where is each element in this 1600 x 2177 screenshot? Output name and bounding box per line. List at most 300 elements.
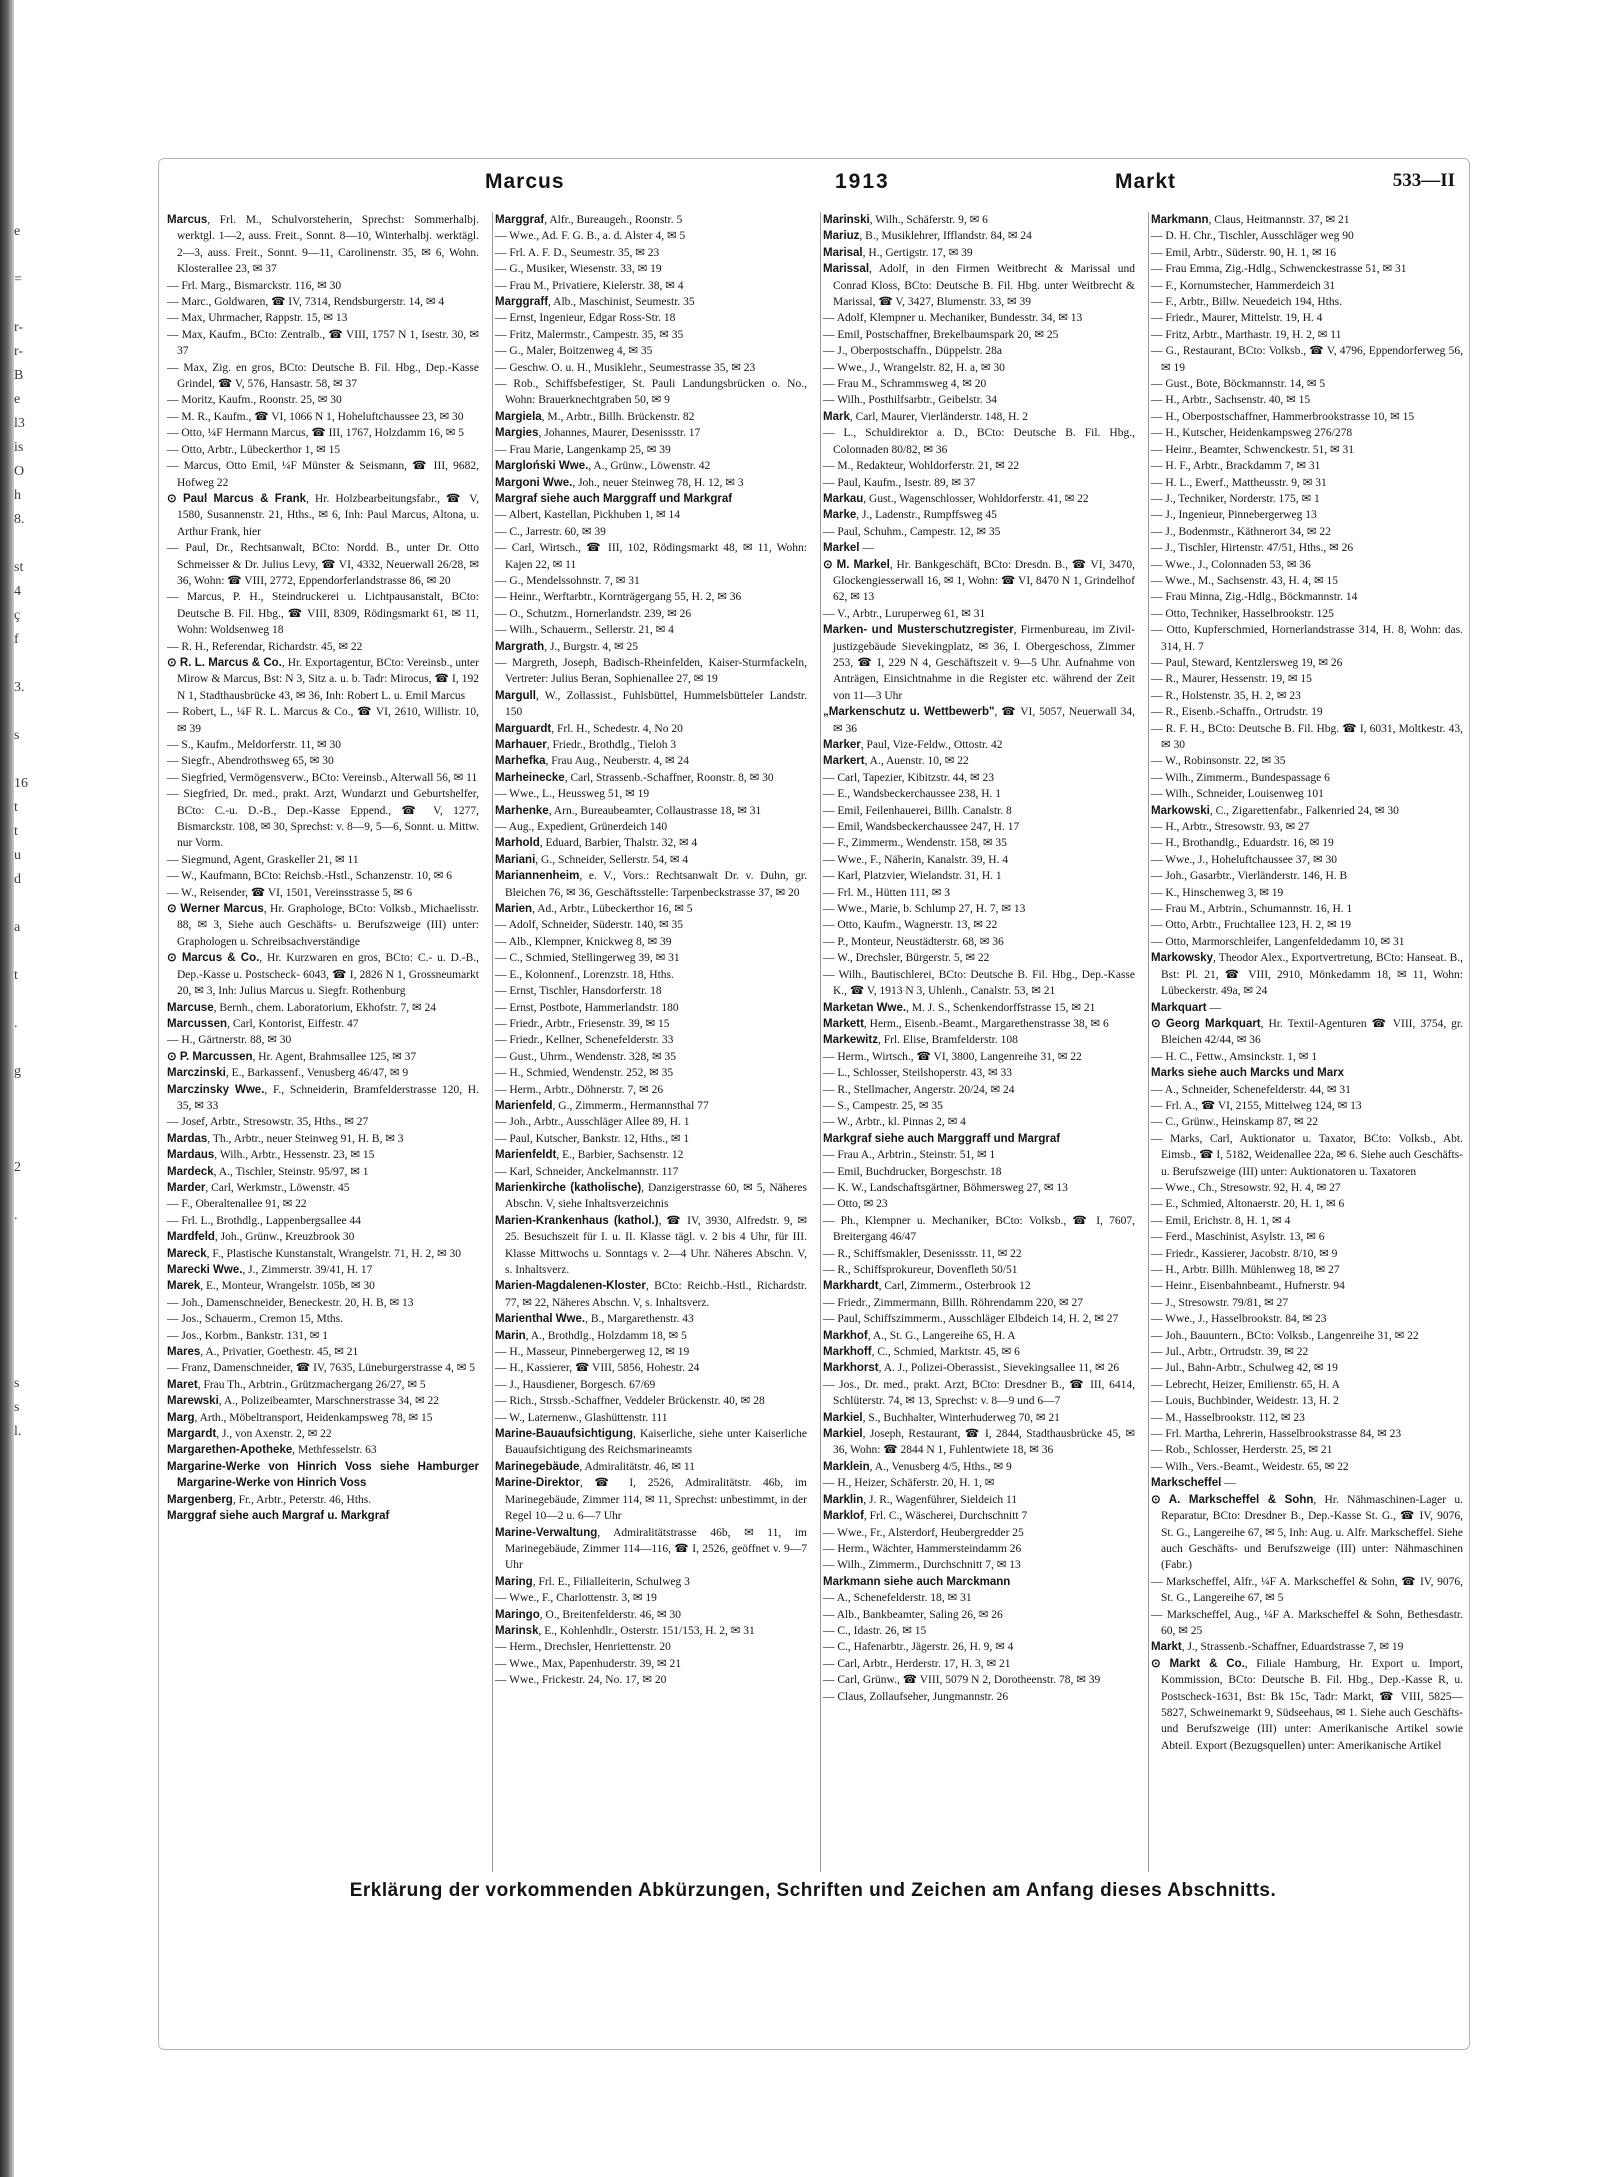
directory-entry: Marien-Magdalenen-Kloster, BCto: Reichb.-Hstl., Richardstr. 77, ✉ 22, Näheres Abschn. V, s. Inhaltsverz. bbox=[495, 1280, 807, 1309]
directory-entry: Maret, Frau Th., Arbtrin., Grützmachergang 26/27, ✉ 5 bbox=[167, 1378, 426, 1391]
directory-entry: — Wwe., J., Hasselbrookstr. 84, ✉ 23 bbox=[1151, 1313, 1327, 1326]
directory-entry: — Herm., Wächter, Hammersteindamm 26 bbox=[823, 1542, 1022, 1555]
directory-entry: — Siegfried, Dr. med., prakt. Arzt, Wundarzt und Geburtshelfer, BCto: C.-u. D.-B., Dep.-Kasse Eppend., ☎ V, 1277, Bismarckstr. 108, ✉ 30, Sprechst: v. 8—9, 5—6, Sonnt. u. Mittw. nur Vorm. bbox=[167, 788, 479, 850]
directory-entry: — Wwe., F., Charlottenstr. 3, ✉ 19 bbox=[495, 1592, 657, 1605]
margin-fragment: 2 bbox=[14, 1160, 21, 1175]
directory-entry: — Emil, Erichstr. 8, H. 1, ✉ 4 bbox=[1151, 1214, 1291, 1227]
directory-entry: — Herm., Drechsler, Henriettenstr. 20 bbox=[495, 1641, 671, 1654]
directory-entry: Marggraff, Alb., Maschinist, Seumestr. 35 bbox=[495, 296, 695, 309]
directory-entry: — Otto, Kaufm., Wagnerstr. 13, ✉ 22 bbox=[823, 919, 998, 932]
directory-entry: — Frl. A., ☎ VI, 2155, Mittelweg 124, ✉ 13 bbox=[1151, 1099, 1362, 1112]
directory-entry: — J., Oberpostschaffn., Düppelstr. 28a bbox=[823, 345, 1002, 358]
directory-entry: Margloński Wwe., A., Grünw., Löwenstr. 42 bbox=[495, 460, 711, 473]
directory-entry: — Friedr., Kassierer, Jacobstr. 8/10, ✉ 9 bbox=[1151, 1247, 1338, 1260]
directory-entry: Marienfeldt, E., Barbier, Sachsenstr. 12 bbox=[495, 1149, 684, 1162]
directory-entry: ⊙ Werner Marcus, Hr. Graphologe, BCto: Volksb., Michaelisstr. 88, ✉ 3, Siehe auch Geschäfts- u. Berufszweige (III) unter: Graphologen u. Schreibsachverständige bbox=[167, 903, 479, 948]
directory-entry: — Joh., Arbtr., Ausschläger Allee 89, H. 1 bbox=[495, 1116, 690, 1129]
directory-entry: — A., Schenefelderstr. 18, ✉ 31 bbox=[823, 1592, 972, 1605]
directory-entry: — Max, Zig. en gros, BCto: Deutsche B. Fil. Hbg., Dep.-Kasse Grindel, ☎ V, 576, Hansastr. 58, ✉ 37 bbox=[167, 361, 479, 391]
directory-entry: Marinski, Wilh., Schäferstr. 9, ✉ 6 bbox=[823, 214, 988, 226]
directory-entry: — Fritz, Arbtr., Marthastr. 19, H. 2, ✉ 11 bbox=[1151, 328, 1342, 341]
directory-entry: — Carl, Arbtr., Herderstr. 17, H. 3, ✉ 21 bbox=[823, 1657, 1011, 1670]
directory-entry: Marinegebäude, Admiralitätstr. 46, ✉ 11 bbox=[495, 1460, 695, 1473]
directory-entry: — Carl, Wirtsch., ☎ III, 102, Rödingsmarkt 48, ✉ 11, Wohn: Kajen 22, ✉ 11 bbox=[495, 542, 807, 571]
directory-entry: — Max, Kaufm., BCto: Zentralb., ☎ VIII, 1757 N 1, Isestr. 30, ✉ 37 bbox=[167, 328, 479, 358]
directory-entry: Marklin, J. R., Wagenführer, Sieldeich 11 bbox=[823, 1493, 1018, 1506]
margin-fragment bbox=[14, 700, 50, 724]
column-4 bbox=[1151, 212, 1463, 1872]
directory-entry: — Heinr., Beamter, Schwenckestr. 51, ✉ 31 bbox=[1151, 443, 1355, 456]
directory-entry: — Ph., Klempner u. Mechaniker, BCto: Volksb., ☎ I, 7607, Breitergang 46/47 bbox=[823, 1214, 1135, 1244]
directory-entry: — Siegmund, Agent, Graskeller 21, ✉ 11 bbox=[167, 853, 359, 866]
directory-entry: — Frl. A. F. D., Seumestr. 35, ✉ 23 bbox=[495, 246, 660, 259]
directory-entry: Markowski, C., Zigarettenfabr., Falkenried 24, ✉ 30 bbox=[1151, 804, 1399, 817]
directory-entry: Markel — bbox=[823, 542, 874, 555]
margin-fragment bbox=[14, 292, 50, 316]
margin-fragment: e bbox=[14, 224, 21, 239]
directory-entry: — R., Schiffsmakler, Desenissstr. 11, ✉ 22 bbox=[823, 1247, 1022, 1260]
directory-entry: Markau, Gust., Wagenschlosser, Wohldorferstr. 41, ✉ 22 bbox=[823, 492, 1089, 505]
directory-entry: Markquart — bbox=[1151, 1001, 1221, 1014]
directory-entry: Marken- und Musterschutzregister, Firmenbureau, im Zivil-justizgebäude Sievekingplatz, ✉ 36, I. Obergeschoss, Zimmer 253, ☎ I, 229 N 4, Geschäftszeit v. 9—5 Uhr. Aufnahme von Anträgen, Einsichtnahme in die Register etc. während der Zeit von 11—3 Uhr bbox=[823, 624, 1135, 702]
directory-entry: — W., Reisender, ☎ VI, 1501, Vereinsstrasse 5, ✉ 6 bbox=[167, 886, 413, 899]
column-divider bbox=[820, 212, 821, 1872]
directory-entry: — E., Kolonnenf., Lorenzstr. 18, Hths. bbox=[495, 968, 674, 981]
directory-entry: — C., Idastr. 26, ✉ 15 bbox=[823, 1624, 927, 1637]
directory-entry: Markmann siehe auch Marckmann bbox=[823, 1575, 1011, 1588]
directory-entry: — Ferd., Maschinist, Asylstr. 13, ✉ 6 bbox=[1151, 1231, 1325, 1244]
margin-fragment: . bbox=[14, 1208, 18, 1223]
directory-entry: Marker, Paul, Vize-Feldw., Ottostr. 42 bbox=[823, 739, 1003, 751]
directory-entry: — M., Hasselbrookstr. 112, ✉ 23 bbox=[1151, 1411, 1305, 1424]
directory-entry: Marketan Wwe., M. J. S., Schenkendorffstrasse 15, ✉ 21 bbox=[823, 1001, 1096, 1014]
margin-fragment bbox=[14, 1252, 50, 1276]
directory-entry: — R., Stellmacher, Angerstr. 20/24, ✉ 24 bbox=[823, 1083, 1015, 1096]
directory-entry: — P., Monteur, Neustädterstr. 68, ✉ 36 bbox=[823, 935, 1004, 948]
directory-entry: Marguardt, Frl. H., Schedestr. 4, No 20 bbox=[495, 722, 683, 735]
directory-entry: — Franz, Damenschneider, ☎ IV, 7635, Lüneburgerstrasse 4, ✉ 5 bbox=[167, 1362, 475, 1375]
directory-entry: — Joh., Bauuntern., BCto: Volksb., Langenreihe 31, ✉ 22 bbox=[1151, 1329, 1419, 1342]
directory-entry: — Wwe., J., Colonnaden 53, ✉ 36 bbox=[1151, 558, 1311, 571]
margin-fragment: s bbox=[14, 728, 20, 743]
directory-entry: — Claus, Zollaufseher, Jungmannstr. 26 bbox=[823, 1690, 1009, 1703]
directory-entry: — L., Schuldirektor a. D., BCto: Deutsche B. Fil. Hbg., Colonnaden 80/82, ✉ 36 bbox=[823, 427, 1135, 456]
directory-entry: Margarethen-Apotheke, Methfesselstr. 63 bbox=[167, 1444, 377, 1457]
directory-entry: Marine-Verwaltung, Admiralitätstrasse 46b, ✉ 11, im Marinegebäude, Zimmer 114—116, ☎ I, 2526, geöffnet v. 9—7 Uhr bbox=[495, 1526, 807, 1572]
directory-entry: — C., Schmied, Stellingerweg 39, ✉ 31 bbox=[495, 952, 680, 965]
directory-entry: — Otto, ✉ 23 bbox=[823, 1198, 888, 1211]
margin-fragment bbox=[14, 1276, 50, 1300]
directory-entry: — Marcus, P. H., Steindruckerei u. Lichtpausanstalt, BCto: Deutsche B. Fil. Hbg., ☎ VIII, 8309, Rödingsmarkt 61, ✉ 11, Wohn: Woldsenweg 18 bbox=[167, 591, 479, 637]
directory-entry: — Adolf, Schneider, Süderstr. 140, ✉ 35 bbox=[495, 919, 684, 932]
directory-entry: — Wilh., Posthilfsarbtr., Geibelstr. 34 bbox=[823, 394, 998, 407]
directory-entry: Marks siehe auch Marcks und Marx bbox=[1151, 1067, 1345, 1080]
directory-entry: Margenberg, Fr., Arbtr., Peterstr. 46, Hths. bbox=[167, 1493, 372, 1506]
directory-entry: — Joh., Gasarbtr., Vierländerstr. 146, H. B bbox=[1151, 870, 1348, 883]
directory-entry: Markhorst, A. J., Polizei-Oberassist., Sievekingsallee 11, ✉ 26 bbox=[823, 1362, 1120, 1375]
directory-entry: — Frau M., Privatiere, Kielerstr. 38, ✉ 4 bbox=[495, 279, 684, 292]
directory-entry: — Jul., Arbtr., Ortrudstr. 39, ✉ 22 bbox=[1151, 1346, 1309, 1359]
directory-entry: Markhardt, Carl, Zimmerm., Osterbrook 12 bbox=[823, 1280, 1031, 1293]
directory-entry: Markscheffel — bbox=[1151, 1477, 1236, 1490]
directory-entry: — W., Laternenw., Glashüttenstr. 111 bbox=[495, 1411, 668, 1424]
directory-entry: — R. F. H., BCto: Deutsche B. Fil. Hbg. ☎ I, 6031, Moltkestr. 43, ✉ 30 bbox=[1151, 722, 1463, 751]
directory-entry: — Paul, Dr., Rechtsanwalt, BCto: Nordd. B., unter Dr. Otto Schmeisser & Dr. Julius Levy, ☎ VI, 4332, Neuerwall 26/28, ✉ 36, Wohn: ☎ VIII, 2772, Eppendorferlandstrasse 86, ✉ 20 bbox=[167, 542, 479, 587]
directory-entry: — Wwe., Frickestr. 24, No. 17, ✉ 20 bbox=[495, 1674, 667, 1687]
directory-entry: — Alb., Klempner, Knickweg 8, ✉ 39 bbox=[495, 935, 672, 948]
directory-entry: — Marcus, Otto Emil, ¼F Münster & Seismann, ☎ III, 9682, Hofweg 22 bbox=[167, 460, 479, 489]
directory-entry: — H., Kutscher, Heidenkampsweg 276/278 bbox=[1151, 427, 1353, 440]
margin-fragment: g bbox=[14, 1064, 21, 1079]
directory-entry: — Rob., Schiffsbefestiger, St. Pauli Landungsbrücken o. No., Wohn: Brauerknechtgraben 50, ✉ 9 bbox=[495, 378, 807, 407]
directory-entry: — Gust., Uhrm., Wendenstr. 328, ✉ 35 bbox=[495, 1050, 676, 1063]
directory-entry: — R. H., Referendar, Richardstr. 45, ✉ 22 bbox=[167, 640, 363, 653]
directory-entry: Marczinski, E., Barkassenf., Venusberg 46/47, ✉ 9 bbox=[167, 1067, 409, 1080]
margin-fragment bbox=[14, 892, 50, 916]
margin-fragment: d bbox=[14, 872, 21, 887]
margin-fragment: f bbox=[14, 632, 19, 647]
directory-entry: — Wilh., Zimmerm., Bundespassage 6 bbox=[1151, 771, 1330, 784]
directory-entry: Mardeck, A., Tischler, Steinstr. 95/97, ✉ 1 bbox=[167, 1165, 369, 1178]
margin-fragment bbox=[14, 940, 50, 964]
directory-entry: — Robert, L., ¼F R. L. Marcus & Co., ☎ VI, 2610, Willistr. 10, ✉ 39 bbox=[167, 706, 479, 735]
directory-entry: — H., Arbtr., Sachsenstr. 40, ✉ 15 bbox=[1151, 394, 1311, 407]
header-first-entry: Marcus bbox=[485, 170, 565, 193]
directory-entry: ⊙ Marcus & Co., Hr. Kurzwaren en gros, BCto: C.- u. D.-B., Dep.-Kasse u. Postscheck- 6043, ☎ I, 2826 N 1, Grossneumarkt 20, ✉ 3, Inh: Julius Marcus u. Siegfr. Rothenburg bbox=[167, 952, 479, 998]
margin-fragment: s bbox=[14, 1400, 20, 1415]
directory-entry: Marg, Arth., Möbeltransport, Heidenkampsweg 78, ✉ 15 bbox=[167, 1411, 433, 1424]
directory-entry: Mardfeld, Joh., Grünw., Kreuzbrook 30 bbox=[167, 1231, 355, 1244]
directory-entry: — Fritz, Malermstr., Campestr. 35, ✉ 35 bbox=[495, 328, 684, 341]
directory-entry: — J., Techniker, Norderstr. 175, ✉ 1 bbox=[1151, 492, 1320, 505]
margin-fragment: a bbox=[14, 920, 21, 935]
directory-entry: Markett, Herm., Eisenb.-Beamt., Margarethenstrasse 38, ✉ 6 bbox=[823, 1017, 1109, 1030]
directory-entry: — Emil, Wandsbeckerchaussee 247, H. 17 bbox=[823, 821, 1020, 834]
directory-entry: — H., Schmied, Wendenstr. 252, ✉ 35 bbox=[495, 1067, 674, 1080]
directory-entry: — H. F., Arbtr., Brackdamm 7, ✉ 31 bbox=[1151, 460, 1321, 473]
directory-entry: „Markenschutz u. Wettbewerb", ☎ VI, 5057, Neuerwall 34, ✉ 36 bbox=[823, 706, 1135, 735]
directory-entry: — Jul., Bahn-Arbtr., Schulweg 42, ✉ 19 bbox=[1151, 1362, 1338, 1375]
directory-entry: Markiel, S., Buchhalter, Winterhuderweg 70, ✉ 21 bbox=[823, 1411, 1060, 1424]
directory-entry: — Alb., Bankbeamter, Saling 26, ✉ 26 bbox=[823, 1608, 1003, 1621]
page-header bbox=[165, 160, 1461, 208]
directory-entry: — Otto, ¼F Hermann Marcus, ☎ III, 1767, Holzdamm 16, ✉ 5 bbox=[167, 427, 465, 440]
directory-entry: — F., Oberaltenallee 91, ✉ 22 bbox=[167, 1198, 307, 1211]
directory-entry: — Frl. M., Hütten 111, ✉ 3 bbox=[823, 886, 950, 899]
margin-fragment bbox=[14, 1300, 50, 1324]
column-divider bbox=[492, 212, 493, 1872]
directory-entry: — Markscheffel, Alfr., ¼F A. Markscheffel & Sohn, ☎ IV, 9076, St. G., Langereihe 67, ✉ 5 bbox=[1151, 1575, 1463, 1605]
directory-entry: — Friedr., Kellner, Schenefelderstr. 33 bbox=[495, 1034, 674, 1047]
directory-entry: — Paul, Schiffszimmerm., Ausschläger Elbdeich 14, H. 2, ✉ 27 bbox=[823, 1313, 1119, 1326]
directory-entry: Mark, Carl, Maurer, Vierländerstr. 148, H. 2 bbox=[823, 410, 1028, 423]
directory-entry: Margarine-Werke von Hinrich Voss siehe Hamburger Margarine-Werke von Hinrich Voss bbox=[167, 1460, 479, 1490]
directory-entry: — Frl. Martha, Lehrerin, Hasselbrookstrasse 84, ✉ 23 bbox=[1151, 1428, 1402, 1441]
directory-entry: — Ernst, Postbote, Hammerlandstr. 180 bbox=[495, 1001, 679, 1014]
column-1 bbox=[167, 212, 479, 1872]
directory-entry: — H., Arbtr., Stresowstr. 93, ✉ 27 bbox=[1151, 821, 1310, 834]
margin-fragment: l. bbox=[14, 1424, 22, 1439]
margin-fragment: = bbox=[14, 272, 22, 287]
directory-entry: — Otto, Arbtr., Fruchtallee 123, H. 2, ✉ 19 bbox=[1151, 919, 1352, 932]
directory-entry: — Wwe., M., Sachsenstr. 43, H. 4, ✉ 15 bbox=[1151, 574, 1339, 587]
directory-entry: — H., Brothandlg., Eduardstr. 16, ✉ 19 bbox=[1151, 837, 1334, 850]
directory-entry: Markt, J., Strassenb.-Schaffner, Eduardstrasse 7, ✉ 19 bbox=[1151, 1641, 1404, 1654]
margin-fragment bbox=[14, 1036, 50, 1060]
margin-fragment: . bbox=[14, 1016, 18, 1031]
directory-entry: Markmann, Claus, Heitmannstr. 37, ✉ 21 bbox=[1151, 214, 1350, 226]
directory-entry: — R., Eisenb.-Schaffn., Ortrudstr. 19 bbox=[1151, 706, 1323, 719]
directory-entry: Marissal, Adolf, in den Firmen Weitbrecht & Marissal und Conrad Kloss, BCto: Deutsche B. Fil. Hbg. unter Weitbrecht & Marissal, ☎ V, 3427, Blumenstr. 33, ✉ 39 bbox=[823, 263, 1135, 309]
directory-entry: Mariannenheim, e. V., Vors.: Rechtsanwalt Dr. v. Duhn, gr. Bleichen 76, ✉ 36, Geschäftsstelle: Tarpenbeckstrasse 37, ✉ 20 bbox=[495, 870, 807, 899]
margin-fragment: 3. bbox=[14, 680, 25, 695]
directory-entry: — Wwe., Max, Papenhuderstr. 39, ✉ 21 bbox=[495, 1657, 682, 1670]
directory-entry: — Emil, Feilenhauerei, Billh. Canalstr. 8 bbox=[823, 804, 1012, 817]
directory-entry: — Ernst, Tischler, Hansdorferstr. 18 bbox=[495, 985, 662, 998]
directory-entry: — O., Schutzm., Hornerlandstr. 239, ✉ 26 bbox=[495, 607, 692, 620]
page-number: 533—II bbox=[1392, 170, 1455, 191]
directory-entry: — Emil, Arbtr., Süderstr. 90, H. 1, ✉ 16 bbox=[1151, 246, 1337, 259]
directory-entry: Marklof, Frl. C., Wäscherei, Durchschnitt 7 bbox=[823, 1510, 1028, 1523]
directory-entry: — H., Arbtr. Billh. Mühlenweg 18, ✉ 27 bbox=[1151, 1264, 1340, 1276]
directory-entry: — J., Ingenieur, Pinnebergerweg 13 bbox=[1151, 509, 1317, 522]
directory-entry: — S., Campestr. 25, ✉ 35 bbox=[823, 1099, 943, 1112]
margin-fragment bbox=[14, 1108, 50, 1132]
margin-fragment bbox=[14, 1324, 50, 1348]
directory-entry: — Aug., Expedient, Grünerdeich 140 bbox=[495, 821, 668, 834]
directory-entry: — Carl, Tapezier, Kibitzstr. 44, ✉ 23 bbox=[823, 771, 995, 784]
directory-entry: — Frau Emma, Zig.-Hdlg., Schwenckestrasse 51, ✉ 31 bbox=[1151, 263, 1407, 276]
directory-entry: — Wilh., Schauerm., Sellerstr. 21, ✉ 4 bbox=[495, 624, 674, 637]
directory-entry: — J., Bodenmstr., Käthnerort 34, ✉ 22 bbox=[1151, 525, 1331, 538]
margin-fragment: O bbox=[14, 464, 25, 479]
margin-fragment: 16 bbox=[14, 776, 28, 791]
directory-entry: — Carl, Grünw., ☎ VIII, 5079 N 2, Dorotheenstr. 78, ✉ 39 bbox=[823, 1674, 1101, 1687]
directory-entry: — Siegfr., Abendrothsweg 65, ✉ 30 bbox=[167, 755, 334, 768]
directory-entry: Margraf siehe auch Marggraff und Markgraf bbox=[495, 492, 733, 505]
directory-entry: — Frau M., Schrammsweg 4, ✉ 20 bbox=[823, 378, 987, 391]
directory-entry: — Otto, Marmorschleifer, Langenfeldedamm 10, ✉ 31 bbox=[1151, 935, 1405, 948]
margin-fragment: r- bbox=[14, 344, 24, 359]
directory-entry: — Frau M., Arbtrin., Schumannstr. 16, H. 1 bbox=[1151, 903, 1353, 916]
directory-entry: — Lebrecht, Heizer, Emilienstr. 65, H. A bbox=[1151, 1378, 1340, 1391]
directory-entry: — Moritz, Kaufm., Roonstr. 25, ✉ 30 bbox=[167, 394, 342, 407]
directory-entry: — Wwe., Marie, b. Schlump 27, H. 7, ✉ 13 bbox=[823, 903, 1026, 916]
margin-fragment bbox=[14, 1180, 50, 1204]
directory-entry: ⊙ R. L. Marcus & Co., Hr. Exportagentur, BCto: Vereinsb., unter Mirow & Marcus, Bst: N 3, Sitz a. u. b. Tadr: Mirocus, ☎ I, 192 N 1, Stadthausbrücke 43, ✉ 36, Inh: Robert L. u. Emil Marcus bbox=[167, 656, 479, 702]
directory-entry: — Jos., Dr. med., prakt. Arzt, BCto: Dresdner B., ☎ III, 6414, Schlüterstr. 74, ✉ 13, Sprechst: v. 8—9 und 6—7 bbox=[823, 1378, 1135, 1408]
directory-entry: — W., Drechsler, Bürgerstr. 5, ✉ 22 bbox=[823, 952, 990, 965]
directory-entry: ⊙ M. Markel, Hr. Bankgeschäft, BCto: Dresdn. B., ☎ VI, 3470, Glockengiesserwall 16, ✉ 1, Wohn: ☎ VI, 8470 N 1, Grindelhof 62, ✉ 13 bbox=[823, 558, 1135, 604]
directory-entry: Markowsky, Theodor Alex., Exportvertretung, BCto: Hanseat. B., Bst: Pl. 21, ☎ VIII, 2910, Mönkedamm 18, ✉ 11, Wohn: Lübeckerstr. 49a, ✉ 24 bbox=[1151, 952, 1463, 998]
directory-entry: — Marks, Carl, Auktionator u. Taxator, BCto: Volksb., Abt. Eimsb., ☎ I, 5182, Weidenallee 22a, ✉ 6. Siehe auch Geschäfts- u. Berufszweige (III) unter: Auktionatoren u. Taxatoren bbox=[1151, 1132, 1463, 1178]
directory-entry: Marinsk, E., Kohlenhdlr., Osterstr. 151/153, H. 2, ✉ 31 bbox=[495, 1624, 755, 1637]
directory-entry: — C., Jarrestr. 60, ✉ 39 bbox=[495, 525, 606, 538]
directory-entry: — W., Kaufmann, BCto: Reichsb.-Hstl., Schanzenstr. 10, ✉ 6 bbox=[167, 870, 452, 883]
directory-entry: — S., Kaufm., Meldorferstr. 11, ✉ 30 bbox=[167, 739, 342, 751]
margin-fragment: t bbox=[14, 968, 18, 983]
margin-fragment bbox=[14, 1228, 50, 1252]
directory-entry: — Wwe., Ch., Stresowstr. 92, H. 4, ✉ 27 bbox=[1151, 1181, 1341, 1194]
margin-fragment bbox=[14, 244, 50, 268]
directory-entry: — Herm., Wirtsch., ☎ VI, 3800, Langenreihe 31, ✉ 22 bbox=[823, 1050, 1082, 1063]
directory-entry: Marien, Ad., Arbtr., Lübeckerthor 16, ✉ 5 bbox=[495, 903, 693, 916]
directory-entry: — H., Heizer, Schäferstr. 20, H. 1, ✉ bbox=[823, 1477, 995, 1490]
directory-entry: Marien-Krankenhaus (kathol.), ☎ IV, 3930, Alfredstr. 9, ✉ 25. Besuchszeit für I. u. II. Klasse tägl. v. 2 bis 4 Uhr, für III. Klasse Mittwochs u. Sonntags v. 2—4 Uhr. Näheres Abschn. V, s. Inhaltsverz. bbox=[495, 1214, 807, 1276]
directory-entry: Marienfeld, G., Zimmerm., Hermannsthal 77 bbox=[495, 1099, 709, 1112]
directory-entry: Margiela, M., Arbtr., Billh. Brückenstr. 82 bbox=[495, 410, 695, 423]
directory-entry: — J., Stresowstr. 79/81, ✉ 27 bbox=[1151, 1296, 1289, 1309]
directory-entry: Marecki Wwe., J., Zimmerstr. 39/41, H. 17 bbox=[167, 1264, 373, 1276]
directory-entry: Marder, Carl, Werkmstr., Löwenstr. 45 bbox=[167, 1181, 350, 1194]
directory-entry: — H., Oberpostschaffner, Hammerbrookstrasse 10, ✉ 15 bbox=[1151, 410, 1415, 423]
margin-fragment bbox=[14, 532, 50, 556]
directory-entry: ⊙ P. Marcussen, Hr. Agent, Brahmsallee 125, ✉ 37 bbox=[167, 1050, 417, 1063]
directory-entry: — Heinr., Eisenbahnbeamt., Hufnerstr. 94 bbox=[1151, 1280, 1345, 1293]
header-year: 1913 bbox=[835, 170, 890, 193]
directory-entry: — Jos., Korbm., Bankstr. 131, ✉ 1 bbox=[167, 1329, 329, 1342]
directory-entry: Marcuse, Bernh., chem. Laboratorium, Ekhofstr. 7, ✉ 24 bbox=[167, 1001, 437, 1014]
directory-entry: — Markscheffel, Aug., ¼F A. Markscheffel & Sohn, Bethesdastr. 60, ✉ 25 bbox=[1151, 1608, 1463, 1637]
directory-entry: — W., Arbtr., kl. Pinnas 2, ✉ 4 bbox=[823, 1116, 966, 1129]
directory-entry: — Adolf, Klempner u. Mechaniker, Bundesstr. 34, ✉ 13 bbox=[823, 312, 1083, 325]
directory-entry: — R., Holstenstr. 35, H. 2, ✉ 23 bbox=[1151, 689, 1301, 702]
directory-entry: — Wwe., Fr., Alsterdorf, Heubergredder 25 bbox=[823, 1526, 1024, 1539]
directory-entry: Mares, A., Privatier, Goethestr. 45, ✉ 21 bbox=[167, 1346, 359, 1359]
margin-fragment: e bbox=[14, 392, 21, 407]
directory-entry: — Wwe., Ad. F. G. B., a. d. Alster 4, ✉ 5 bbox=[495, 230, 686, 243]
margin-fragment: is bbox=[14, 440, 24, 455]
directory-entry: — Emil, Postschaffner, Brekelbaumspark 20, ✉ 25 bbox=[823, 328, 1059, 341]
directory-entry: — M. R., Kaufm., ☎ VI, 1066 N 1, Hoheluftchaussee 23, ✉ 30 bbox=[167, 410, 464, 423]
directory-entry: — Wwe., L., Heussweg 51, ✉ 19 bbox=[495, 788, 650, 801]
margin-fragment: t bbox=[14, 800, 18, 815]
margin-fragment bbox=[14, 1348, 50, 1372]
directory-entry: — J., Hausdiener, Borgesch. 67/69 bbox=[495, 1378, 656, 1391]
margin-fragment: r- bbox=[14, 320, 24, 335]
directory-entry: — Wwe., J., Hoheluftchaussee 37, ✉ 30 bbox=[1151, 853, 1338, 866]
abbreviation-note: Erklärung der vorkommenden Abkürzungen, Schriften und Zeichen am Anfang dieses Abschnitts. bbox=[349, 1880, 1277, 1901]
directory-entry: — H., Kassierer, ☎ VIII, 5856, Hohestr. 24 bbox=[495, 1362, 700, 1375]
directory-entry: — Paul, Schuhm., Campestr. 12, ✉ 35 bbox=[823, 525, 1001, 538]
directory-entry: Marin, A., Brothdlg., Holzdamm 18, ✉ 5 bbox=[495, 1329, 687, 1342]
directory-entry: — G., Musiker, Wiesenstr. 33, ✉ 19 bbox=[495, 263, 662, 276]
directory-entry: — Rob., Schlosser, Herderstr. 25, ✉ 21 bbox=[1151, 1444, 1333, 1457]
directory-entry: — Joh., Damenschneider, Beneckestr. 20, H. B, ✉ 13 bbox=[167, 1296, 414, 1309]
directory-entry: — G., Maler, Boitzenweg 4, ✉ 35 bbox=[495, 345, 653, 358]
directory-entry: — Max, Uhrmacher, Rappstr. 15, ✉ 13 bbox=[167, 312, 348, 325]
directory-entry: — Wilh., Zimmerm., Durchschnitt 7, ✉ 13 bbox=[823, 1559, 1021, 1572]
directory-entry: — Paul, Steward, Kentzlersweg 19, ✉ 26 bbox=[1151, 656, 1343, 669]
directory-entry: — Josef, Arbtr., Stresowstr. 35, Hths., ✉ 27 bbox=[167, 1116, 369, 1129]
directory-entry: — M., Redakteur, Wohldorferstr. 21, ✉ 22 bbox=[823, 460, 1020, 473]
directory-entry: Marggraf, Alfr., Bureaugeh., Roonstr. 5 bbox=[495, 214, 683, 226]
directory-entry: Marine-Direktor, ☎ I, 2526, Admiralitätstr. 46b, im Marinegebäude, Zimmer 114, ✉ 11, Sprechst: unbestimmt, in der Regel 10—2 u. 6—7 Uhr bbox=[495, 1477, 807, 1523]
directory-entry: — Frl. L., Brothdlg., Lappenbergsallee 44 bbox=[167, 1214, 361, 1227]
directory-entry: Markert, A., Auenstr. 10, ✉ 22 bbox=[823, 755, 969, 768]
directory-entry: — Frau Minna, Zig.-Hdlg., Böckmannstr. 14 bbox=[1151, 591, 1358, 604]
directory-entry: Margull, W., Zollassist., Fuhlsbüttel, Hummelsbütteler Landstr. 150 bbox=[495, 689, 807, 719]
directory-entry: — G., Restaurant, BCto: Volksb., ☎ V, 4796, Eppendorferweg 56, ✉ 19 bbox=[1151, 345, 1463, 374]
directory-entry: — K. W., Landschaftsgärtner, Böhmersweg 27, ✉ 13 bbox=[823, 1181, 1068, 1194]
directory-entry: — Karl, Schneider, Anckelmannstr. 117 bbox=[495, 1165, 679, 1178]
directory-entry: Markhoff, C., Schmied, Marktstr. 45, ✉ 6 bbox=[823, 1346, 1020, 1359]
directory-entry: — D. H. Chr., Tischler, Ausschläger weg 90 bbox=[1151, 230, 1354, 243]
directory-entry: — Otto, Arbtr., Lübeckerthor 1, ✉ 15 bbox=[167, 443, 341, 456]
directory-entry: Mareck, F., Plastische Kunstanstalt, Wrangelstr. 71, H. 2, ✉ 30 bbox=[167, 1247, 461, 1260]
directory-entry: — W., Robinsonstr. 22, ✉ 35 bbox=[1151, 755, 1286, 768]
directory-entry: — Wwe., F., Näherin, Kanalstr. 39, H. 4 bbox=[823, 853, 1009, 866]
directory-entry: Marheinecke, Carl, Strassenb.-Schaffner, Roonstr. 8, ✉ 30 bbox=[495, 771, 774, 784]
previous-page-margin bbox=[14, 220, 50, 1860]
directory-entry: — L., Schlosser, Steilshoperstr. 43, ✉ 33 bbox=[823, 1067, 1013, 1080]
directory-entry: Margardt, J., von Axenstr. 2, ✉ 22 bbox=[167, 1428, 332, 1441]
directory-entry: — Jos., Schauerm., Cremon 15, Mths. bbox=[167, 1313, 344, 1326]
column-divider bbox=[1148, 212, 1149, 1872]
margin-fragment bbox=[14, 652, 50, 676]
directory-entry: — Louis, Buchbinder, Weidestr. 13, H. 2 bbox=[1151, 1395, 1339, 1408]
margin-fragment bbox=[14, 1084, 50, 1108]
directory-entry: Marhold, Eduard, Barbier, Thalstr. 32, ✉ 4 bbox=[495, 837, 698, 850]
directory-entry: — Heinr., Werftarbtr., Kornträgergang 55, H. 2, ✉ 36 bbox=[495, 591, 742, 604]
directory-entry: Marienkirche (katholische), Danzigerstrasse 60, ✉ 5, Näheres Abschn. V, siehe Inhaltsverzeichnis bbox=[495, 1181, 807, 1211]
directory-entry: — R., Maurer, Hessenstr. 19, ✉ 15 bbox=[1151, 673, 1312, 686]
directory-entry: Marke, J., Ladenstr., Rumpffsweg 45 bbox=[823, 509, 997, 522]
directory-entry: Mardaus, Wilh., Arbtr., Hessenstr. 23, ✉ 15 bbox=[167, 1149, 375, 1162]
directory-entry: — Wilh., Bautischlerei, BCto: Deutsche B. Fil. Hbg., Dep.-Kasse K., ☎ V, 1913 N 3, Uhlenh., Canalstr. 53, ✉ 21 bbox=[823, 968, 1135, 998]
directory-entry: — E., Schmied, Altonaerstr. 20, H. 1, ✉ 6 bbox=[1151, 1198, 1345, 1211]
directory-entry: Markhof, A., St. G., Langereihe 65, H. A bbox=[823, 1329, 1016, 1342]
directory-entry: Markewitz, Frl. Elise, Bramfelderstr. 108 bbox=[823, 1034, 1018, 1047]
margin-fragment bbox=[14, 1132, 50, 1156]
directory-entry: — F., Zimmerm., Wendenstr. 158, ✉ 35 bbox=[823, 837, 1007, 850]
column-2 bbox=[495, 212, 807, 1872]
directory-entry: — C., Grünw., Heinskamp 87, ✉ 22 bbox=[1151, 1116, 1319, 1129]
directory-entry: — Wilh., Schneider, Louisenweg 101 bbox=[1151, 788, 1324, 801]
margin-fragment bbox=[14, 988, 50, 1012]
directory-entry: Marcussen, Carl, Kontorist, Eiffestr. 47 bbox=[167, 1017, 359, 1030]
margin-fragment: u bbox=[14, 848, 21, 863]
directory-entry: — Ernst, Ingenieur, Edgar Ross-Str. 18 bbox=[495, 312, 676, 325]
directory-entry: — G., Mendelssohnstr. 7, ✉ 31 bbox=[495, 574, 640, 587]
directory-entry: — H., Masseur, Pinnebergerweg 12, ✉ 19 bbox=[495, 1346, 690, 1359]
directory-entry: — Siegfried, Vermögensverw., BCto: Vereinsb., Alterwall 56, ✉ 11 bbox=[167, 771, 478, 784]
margin-fragment bbox=[14, 748, 50, 772]
directory-entry: — Friedr., Maurer, Mittelstr. 19, H. 4 bbox=[1151, 312, 1323, 325]
directory-entry: — Geschw. O. u. H., Musiklehr., Seumestrasse 35, ✉ 23 bbox=[495, 361, 756, 374]
directory-entry: Margies, Johannes, Maurer, Desenissstr. 17 bbox=[495, 427, 701, 440]
directory-entry: Marklein, A., Venusberg 4/5, Hths., ✉ 9 bbox=[823, 1460, 1012, 1473]
directory-entry: Marhefka, Frau Aug., Neuberstr. 4, ✉ 24 bbox=[495, 755, 689, 768]
directory-entry: — Herm., Arbtr., Döhnerstr. 7, ✉ 26 bbox=[495, 1083, 664, 1096]
directory-entry: Marek, E., Monteur, Wrangelstr. 105b, ✉ 30 bbox=[167, 1280, 375, 1293]
column-3 bbox=[823, 212, 1135, 1872]
margin-fragment: ç bbox=[14, 608, 21, 623]
margin-fragment: 4 bbox=[14, 584, 21, 599]
directory-entry: — H., Gärtnerstr. 88, ✉ 30 bbox=[167, 1034, 292, 1047]
directory-entry: — A., Schneider, Schenefelderstr. 44, ✉ 31 bbox=[1151, 1083, 1351, 1096]
directory-entry: Mardas, Th., Arbtr., neuer Steinweg 91, H. B, ✉ 3 bbox=[167, 1132, 404, 1145]
margin-fragment: 8. bbox=[14, 512, 25, 527]
directory-entry: — Gust., Bote, Böckmannstr. 14, ✉ 5 bbox=[1151, 378, 1326, 391]
directory-entry: — E., Wandsbeckerchaussee 238, H. 1 bbox=[823, 788, 1002, 801]
directory-entry: — Albert, Kastellan, Pickhuben 1, ✉ 14 bbox=[495, 509, 680, 522]
scan-binding-edge bbox=[0, 0, 14, 2177]
directory-entry: — F., Arbtr., Billw. Neuedeich 194, Hths. bbox=[1151, 296, 1342, 309]
directory-entry: — Paul, Kaufm., Isestr. 89, ✉ 37 bbox=[823, 476, 976, 489]
margin-fragment: B bbox=[14, 368, 24, 383]
header-last-entry: Markt bbox=[1115, 170, 1177, 193]
